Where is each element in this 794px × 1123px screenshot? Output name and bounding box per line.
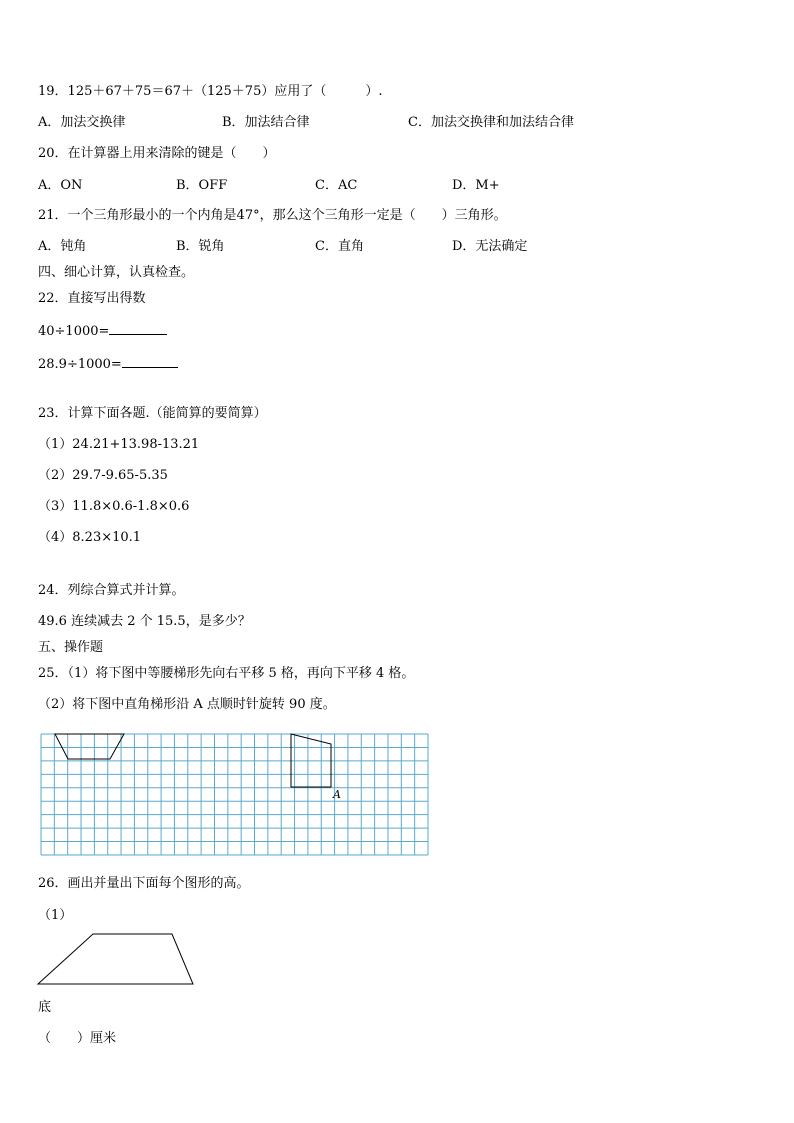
q26-trapezoid — [38, 934, 193, 984]
q26-answer-blank[interactable]: （ ）厘米 — [38, 1031, 117, 1046]
q23-item-3: （3）11.8×0.6-1.8×0.6 — [38, 499, 190, 514]
q22-item-2-expr: 28.9÷1000= — [38, 357, 122, 372]
point-a-label: A — [333, 788, 341, 801]
q21-option-b[interactable]: B．锐角 — [176, 239, 225, 254]
q22-item-1-expr: 40÷1000= — [38, 324, 110, 339]
q23-item-1: （1）24.21+13.98-13.21 — [38, 437, 200, 452]
q21-stem: 21．一个三角形最小的一个内角是47°，那么这个三角形一定是（ ）三角形。 — [38, 208, 507, 223]
q21-option-c[interactable]: C．直角 — [315, 239, 364, 254]
q19-option-a[interactable]: A．加法交换律 — [38, 115, 126, 130]
q20-option-c[interactable]: C．AC — [315, 178, 358, 193]
q20-option-a[interactable]: A．ON — [38, 178, 83, 193]
q26-base-label: 底 — [38, 1000, 52, 1015]
q19-option-b[interactable]: B．加法结合律 — [222, 115, 310, 130]
q19-option-c[interactable]: C．加法交换律和加法结合律 — [408, 115, 574, 130]
q25-part2: （2）将下图中直角梯形沿 A 点顺时针旋转 90 度。 — [38, 697, 336, 712]
q20-option-b[interactable]: B．OFF — [176, 178, 228, 193]
q25-part1: 25．（1）将下图中等腰梯形先向右平移 5 格，再向下平移 4 格。 — [38, 666, 415, 681]
q23-title: 23．计算下面各题.（能简算的要简算） — [38, 406, 267, 421]
q22-title: 22．直接写出得数 — [38, 291, 146, 306]
q21-option-d[interactable]: D．无法确定 — [452, 239, 528, 254]
q24-title: 24．列综合算式并计算。 — [38, 583, 185, 598]
q26-title: 26．画出并量出下面每个图形的高。 — [38, 876, 250, 891]
q20-option-d[interactable]: D．M+ — [452, 178, 500, 193]
q23-item-4: （4）8.23×10.1 — [38, 530, 142, 545]
q20-stem: 20．在计算器上用来清除的键是（ ） — [38, 146, 276, 161]
q24-text: 49.6 连续减去 2 个 15.5，是多少？ — [38, 614, 251, 629]
q21-option-a[interactable]: A．钝角 — [38, 239, 87, 254]
section-4-title: 四、细心计算，认真检查。 — [38, 265, 195, 280]
q19-stem: 19．125＋67＋75＝67＋（125＋75）应用了（ ）. — [38, 84, 383, 99]
q23-item-2: （2）29.7-9.65-5.35 — [38, 468, 168, 483]
q26-sub-label: （1） — [38, 908, 73, 923]
section-5-title: 五、操作题 — [38, 640, 104, 655]
